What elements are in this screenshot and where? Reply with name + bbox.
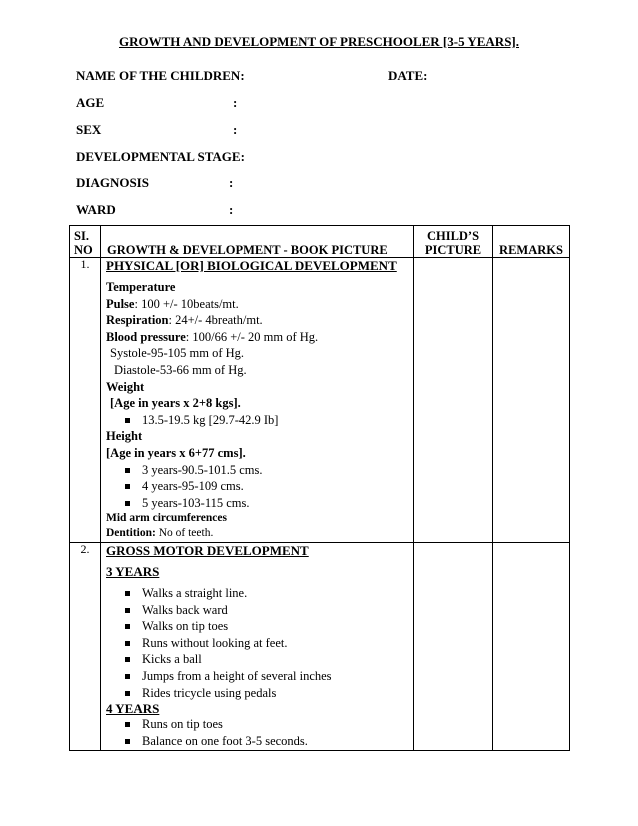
list-item [106, 668, 413, 685]
respiration-line [106, 312, 413, 329]
dentition-label: Dentition: [106, 527, 156, 540]
respiration-value: : 24+/- 4breath/mt. [168, 313, 263, 328]
weight-label: Weight [106, 379, 145, 394]
list-item [106, 585, 413, 602]
systole-line: Systole-95-105 mm of Hg. [110, 346, 245, 361]
bp-line [106, 329, 413, 346]
development-table [69, 225, 570, 751]
height-4-years: 4 years-95-109 cms. [142, 479, 244, 494]
pulse-label: Pulse [106, 296, 135, 311]
four-item: Runs on tip toes [142, 717, 223, 732]
list-item [106, 685, 413, 702]
header-sl-line1: SI. [74, 229, 89, 243]
three-years-heading: 3 YEARS [106, 564, 160, 579]
mid-arm-label: Mid arm circumferences [106, 512, 227, 525]
row-number: 2. [70, 543, 101, 751]
name-label: NAME OF THE CHILDREN: [76, 68, 245, 83]
physical-development-cell [101, 258, 414, 543]
dentition-line [106, 526, 413, 541]
list-item [106, 462, 413, 479]
weight-formula: [Age in years x 2+8 kgs]. [110, 396, 241, 411]
three-item: Rides tricycle using pedals [142, 685, 277, 700]
three-item: Kicks a ball [142, 652, 202, 667]
sex-label: SEX [76, 122, 102, 137]
three-item: Walks on tip toes [142, 619, 229, 634]
header-pic-line2: PICTURE [424, 243, 482, 257]
header-sl-no [70, 226, 101, 258]
header-childs-picture [414, 226, 493, 258]
row-number: 1. [70, 258, 101, 543]
gross-motor-cell [101, 543, 414, 751]
bp-value: : 100/66 +/- 20 mm of Hg. [185, 329, 319, 344]
section-title: PHYSICAL [OR] BIOLOGICAL DEVELOPMENT [106, 258, 397, 273]
pulse-value: : 100 +/- 10beats/mt. [134, 296, 239, 311]
remarks-cell[interactable] [493, 258, 570, 543]
height-formula: [Age in years x 6+77 cms]. [106, 445, 246, 460]
pulse-line [106, 296, 413, 313]
three-item: Walks back ward [142, 602, 228, 617]
header-sl-line2: NO [74, 243, 93, 257]
bp-label: Blood pressure [106, 329, 186, 344]
stage-label: DEVELOPMENTAL STAGE: [76, 149, 245, 164]
table-row [70, 543, 570, 751]
height-5-years: 5 years-103-115 cms. [142, 495, 250, 510]
four-item: Balance on one foot 3-5 seconds. [142, 733, 308, 748]
list-item [106, 412, 413, 429]
list-item [106, 651, 413, 668]
list-item [106, 635, 413, 652]
diagnosis-colon: : [229, 175, 234, 190]
age-colon: : [233, 95, 238, 110]
three-item: Runs without looking at feet. [142, 635, 288, 650]
table-row [70, 258, 570, 543]
list-item [106, 478, 413, 495]
diastole-line: Diastole-53-66 mm of Hg. [114, 362, 247, 377]
four-years-heading: 4 YEARS [106, 701, 160, 717]
respiration-label: Respiration [106, 313, 169, 328]
sex-colon: : [233, 122, 238, 137]
height-label: Height [106, 429, 143, 444]
childs-picture-cell[interactable] [414, 543, 493, 751]
table-header-row [70, 226, 570, 258]
weight-range: 13.5-19.5 kg [29.7-42.9 Ib] [142, 412, 279, 427]
age-label: AGE [76, 95, 105, 110]
list-item [106, 602, 413, 619]
header-book-picture: GROWTH & DEVELOPMENT - BOOK PICTURE [101, 226, 414, 258]
temperature-label: Temperature [106, 280, 176, 294]
section-title: GROSS MOTOR DEVELOPMENT [106, 543, 309, 558]
height-3-years: 3 years-90.5-101.5 cms. [142, 462, 263, 477]
ward-colon: : [229, 202, 234, 217]
list-item [106, 716, 413, 733]
three-item: Jumps from a height of several inches [142, 668, 332, 683]
childs-picture-cell[interactable] [414, 258, 493, 543]
page-title: GROWTH AND DEVELOPMENT OF PRESCHOOLER [3-5 YEARS]. [118, 34, 520, 49]
date-label: DATE: [388, 68, 428, 83]
remarks-cell[interactable] [493, 543, 570, 751]
three-item: Walks a straight line. [142, 586, 248, 600]
dentition-value: No of teeth. [155, 527, 214, 540]
list-item [106, 733, 413, 750]
list-item [106, 618, 413, 635]
diagnosis-label: DIAGNOSIS [76, 175, 149, 190]
list-item [106, 495, 413, 512]
ward-label: WARD [76, 202, 116, 217]
header-pic-line1: CHILD’S [426, 229, 480, 243]
header-remarks: REMARKS [493, 226, 570, 258]
